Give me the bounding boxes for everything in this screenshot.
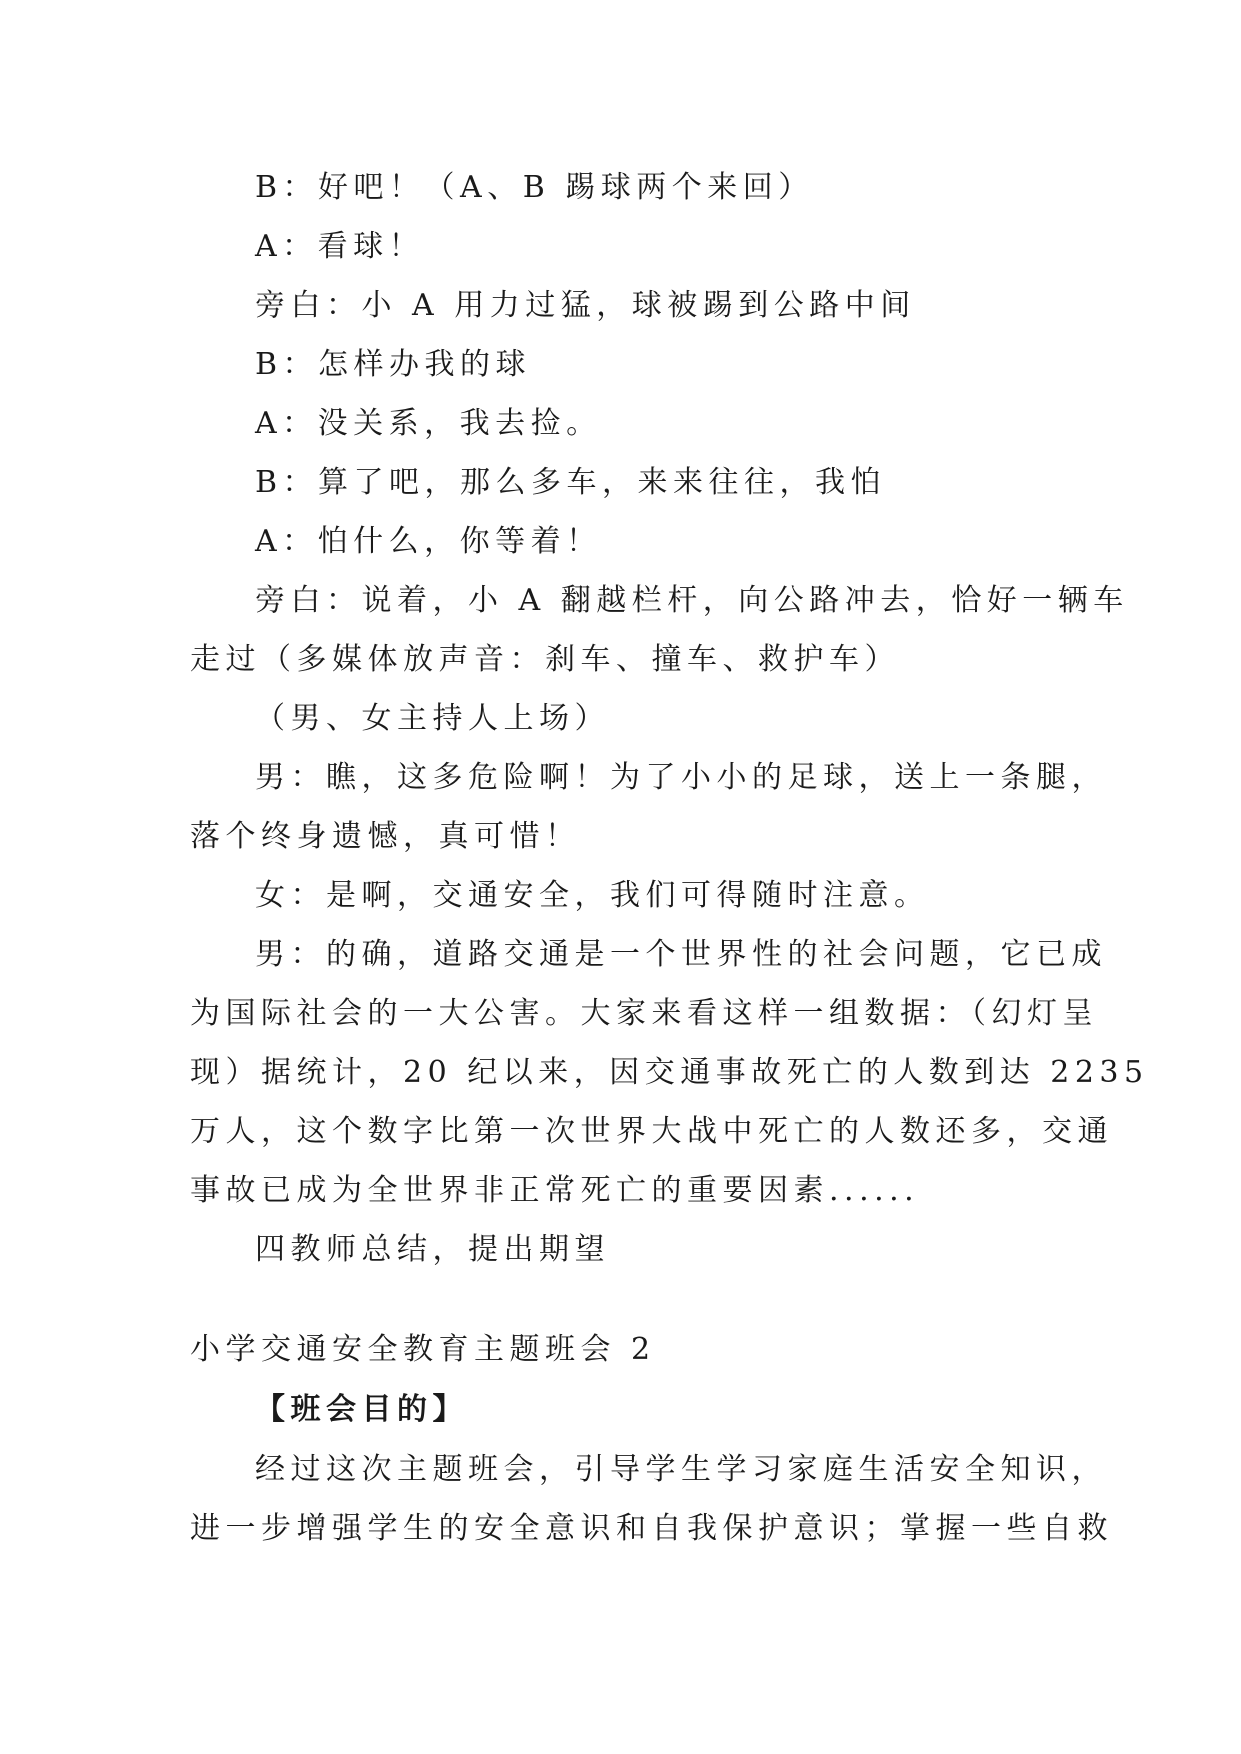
dialogue-line: A：没关系，我去捡。 [255, 406, 602, 441]
subheading: 【班会目的】 [255, 1392, 468, 1427]
dialogue-line: B：好吧！（A、B 踢球两个来回） [255, 170, 814, 205]
section-step: 四教师总结，提出期望 [255, 1232, 610, 1267]
dialogue-line: 旁白：小 A 用力过猛，球被踢到公路中间 [255, 288, 916, 323]
dialogue-line: 万人，这个数字比第一次世界大战中死亡的人数还多，交通 [190, 1114, 1113, 1149]
dialogue-line: B：算了吧，那么多车，来来往往，我怕 [255, 465, 887, 500]
dialogue-line: 男：瞧，这多危险啊！为了小小的足球，送上一条腿， [255, 760, 1107, 795]
dialogue-line: A：看球！ [255, 229, 425, 264]
body-paragraph-line: 经过这次主题班会，引导学生学习家庭生活安全知识， [255, 1452, 1107, 1487]
dialogue-line: 落个终身遗憾，真可惜！ [190, 819, 581, 854]
body-paragraph-line: 进一步增强学生的安全意识和自我保护意识；掌握一些自救 [190, 1511, 1113, 1546]
dialogue-line: 为国际社会的一大公害。大家来看这样一组数据：（幻灯呈 [190, 996, 1098, 1031]
dialogue-line: 旁白：说着，小 A 翻越栏杆，向公路冲去，恰好一辆车 [255, 583, 1129, 618]
dialogue-line: A：怕什么，你等着！ [255, 524, 602, 559]
stage-direction: （男、女主持人上场） [255, 701, 610, 736]
dialogue-line: 事故已成为全世界非正常死亡的重要因素...... [190, 1173, 920, 1208]
dialogue-line: 走过（多媒体放声音：刹车、撞车、救护车） [190, 642, 900, 677]
dialogue-line: 现）据统计，20 纪以来，因交通事故死亡的人数到达 2235 [190, 1055, 1149, 1090]
section-title: 小学交通安全教育主题班会 2 [190, 1332, 656, 1367]
dialogue-line: 女：是啊，交通安全，我们可得随时注意。 [255, 878, 930, 913]
dialogue-line: B：怎样办我的球 [255, 347, 532, 382]
dialogue-line: 男：的确，道路交通是一个世界性的社会问题，它已成 [255, 937, 1107, 972]
